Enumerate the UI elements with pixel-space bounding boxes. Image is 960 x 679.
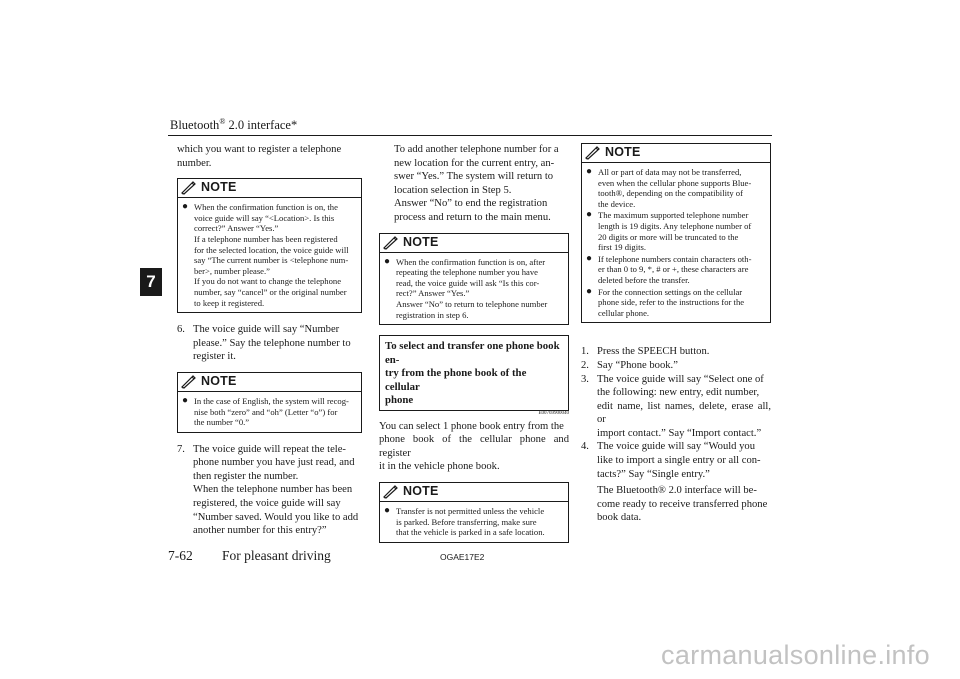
pencil-note-icon bbox=[383, 236, 399, 250]
note-line: length is 19 digits. Any telephone number of bbox=[598, 220, 752, 231]
text-line: Answer “No” to end the registration bbox=[394, 198, 548, 210]
step-number: 1. bbox=[581, 346, 589, 358]
pencil-note-icon bbox=[181, 181, 197, 195]
bullet-icon: ● bbox=[586, 166, 593, 177]
step-item bbox=[581, 359, 771, 373]
step-item bbox=[177, 323, 362, 364]
page-header: Bluetooth® 2.0 interface* bbox=[170, 117, 298, 133]
step-number: 2. bbox=[581, 359, 589, 371]
note-item-text bbox=[598, 167, 764, 209]
page-number: 7-62 bbox=[168, 548, 193, 563]
step-line: The voice guide will repeat the tele- bbox=[193, 443, 346, 455]
note-line: 20 digits or more will be truncated to the bbox=[598, 231, 739, 242]
note-box-english bbox=[177, 372, 362, 433]
add-number-paragraph bbox=[379, 143, 569, 225]
step-line: registered, the voice guide will say bbox=[193, 498, 341, 510]
note-item-text bbox=[598, 254, 764, 286]
note-item bbox=[178, 395, 361, 428]
bullet-icon: ● bbox=[586, 252, 593, 264]
text-line: which you want to register a telephone bbox=[177, 144, 342, 155]
note-line: say “The current number is <telephone num- bbox=[194, 255, 349, 266]
pencil-note-icon bbox=[383, 485, 399, 499]
note-line: Transfer is not permitted unless the vehicle bbox=[396, 506, 545, 516]
chapter-tab: 7 bbox=[140, 268, 162, 296]
note-line: phone side, refer to the instructions for the bbox=[598, 297, 745, 308]
note-title: NOTE bbox=[605, 145, 641, 160]
note-box-transfer bbox=[379, 482, 569, 543]
step-number: 4. bbox=[581, 441, 589, 453]
note-line: The maximum supported telephone number bbox=[598, 210, 749, 221]
note-box-location bbox=[177, 178, 362, 313]
bullet-icon: ● bbox=[182, 201, 189, 213]
step-text bbox=[597, 440, 771, 481]
note-line: the number “0.” bbox=[194, 417, 250, 428]
step-line: please.” Say the telephone number to bbox=[193, 337, 351, 349]
note-line: nise both “zero” and “oh” (Letter “o”) for bbox=[194, 406, 338, 417]
note-line: to keep it registered. bbox=[194, 297, 265, 308]
note-title: NOTE bbox=[201, 374, 237, 389]
note-item-text bbox=[598, 287, 764, 319]
note-line: that the vehicle is parked in a safe location. bbox=[396, 527, 545, 538]
step-number: 7. bbox=[177, 443, 185, 455]
step-item bbox=[177, 443, 362, 538]
text-line: phone book of the cellular phone and register bbox=[379, 434, 569, 459]
note-line: for the selected location, the voice guide will bbox=[194, 244, 349, 255]
text-line: location selection in Step 5. bbox=[394, 184, 512, 196]
footer-code: OGAE17E2 bbox=[440, 552, 485, 562]
note-item bbox=[178, 201, 361, 308]
header-rule bbox=[168, 135, 772, 136]
step-text bbox=[193, 443, 362, 538]
step-line: “Number saved. Would you like to add bbox=[193, 511, 359, 523]
text-line: To add another telephone number for a bbox=[394, 144, 559, 155]
note-item bbox=[380, 505, 568, 538]
pencil-note-icon bbox=[585, 146, 601, 160]
step-text bbox=[597, 373, 771, 441]
note-title: NOTE bbox=[201, 180, 237, 195]
bullet-icon: ● bbox=[586, 209, 593, 221]
note-line: rect?” Answer “Yes.” bbox=[396, 288, 470, 299]
text-line: The Bluetooth® 2.0 interface will be- bbox=[597, 485, 757, 497]
note-wrapper bbox=[581, 143, 771, 323]
text-line: process and return to the main menu. bbox=[394, 211, 551, 223]
note-line: In the case of English, the system will recog- bbox=[194, 395, 349, 406]
note-line: even when the cellular phone supports Blue- bbox=[598, 177, 752, 188]
text-line: it in the vehicle phone book. bbox=[379, 461, 500, 473]
step-line: The voice guide will say “Would you bbox=[597, 441, 756, 453]
note-line: If telephone numbers contain characters oth- bbox=[598, 253, 752, 264]
note-item-text bbox=[396, 506, 562, 538]
note-item bbox=[582, 166, 770, 209]
note-line: read, the voice guide will ask “Is this cor- bbox=[396, 277, 540, 288]
text-line: number. bbox=[177, 157, 212, 169]
step-line: Say “Phone book.” bbox=[597, 359, 678, 371]
note-title: NOTE bbox=[403, 484, 439, 499]
note-line: the device. bbox=[598, 198, 636, 209]
step-line: import contact.” Say “Import contact.” bbox=[597, 427, 762, 439]
step-text bbox=[597, 359, 771, 373]
step-item bbox=[581, 345, 771, 359]
note-line: cellular phone. bbox=[598, 307, 650, 318]
note-header bbox=[380, 234, 568, 253]
note-line: When the confirmation function is on, after bbox=[396, 256, 546, 267]
column-1 bbox=[177, 143, 362, 538]
section-body bbox=[379, 420, 569, 474]
bullet-icon: ● bbox=[182, 394, 189, 406]
note-item-text bbox=[194, 396, 355, 428]
note-line: If a telephone number has been registered bbox=[194, 233, 338, 244]
note-box-transfer-limits bbox=[581, 143, 771, 323]
note-line: Answer “No” to return to telephone number bbox=[396, 298, 548, 309]
spacer bbox=[581, 333, 771, 345]
heading-line: To select and transfer one phone book en- bbox=[385, 340, 560, 366]
note-line: voice guide will say “<Location>. Is this bbox=[194, 212, 335, 223]
note-line: repeating the telephone number you have bbox=[396, 267, 538, 278]
note-line: er than 0 to 9, *, # or +, these characters are bbox=[598, 264, 749, 275]
note-line: first 19 digits. bbox=[598, 242, 646, 253]
step-line: phone number you have just read, and bbox=[193, 457, 355, 469]
note-item bbox=[582, 209, 770, 252]
step-item bbox=[581, 373, 771, 441]
note-header bbox=[178, 179, 361, 198]
step-text bbox=[597, 345, 771, 359]
step-line: like to import a single entry or all con- bbox=[597, 455, 761, 467]
note-line: deleted before the transfer. bbox=[598, 274, 690, 285]
note-header bbox=[582, 144, 770, 163]
note-line: number, say “cancel” or the original number bbox=[194, 286, 347, 297]
step-line: When the telephone number has been bbox=[193, 484, 353, 496]
note-line: correct?” Answer “Yes.” bbox=[194, 223, 279, 234]
heading-line: try from the phone book of the cellular bbox=[385, 367, 527, 393]
section-code: E00769900040 bbox=[538, 410, 569, 416]
column-3 bbox=[581, 143, 771, 525]
step-line: Press the SPEECH button. bbox=[597, 346, 710, 358]
step-number: 6. bbox=[177, 324, 185, 336]
note-line: is parked. Before transferring, make sure bbox=[396, 516, 537, 527]
section-heading bbox=[379, 335, 569, 411]
note-line: All or part of data may not be transferred, bbox=[598, 167, 742, 177]
note-box-confirmation bbox=[379, 233, 569, 326]
step-line: then register the number. bbox=[193, 470, 299, 482]
bullet-icon: ● bbox=[586, 285, 593, 297]
step-line: register it. bbox=[193, 351, 236, 363]
step-item bbox=[581, 440, 771, 481]
note-line: If you do not want to change the telephone bbox=[194, 276, 342, 287]
step-4-continuation bbox=[581, 484, 771, 525]
note-item bbox=[582, 286, 770, 319]
note-line: registration in step 6. bbox=[396, 309, 469, 320]
text-line: come ready to receive transferred phone bbox=[597, 498, 768, 510]
note-item-text bbox=[194, 202, 355, 308]
note-item bbox=[380, 256, 568, 321]
pencil-note-icon bbox=[181, 375, 197, 389]
note-item-text bbox=[598, 210, 764, 252]
step-text bbox=[193, 323, 362, 364]
text-line: You can select 1 phone book entry from the bbox=[379, 420, 564, 432]
note-header bbox=[178, 373, 361, 392]
note-item bbox=[582, 253, 770, 286]
footer-section: For pleasant driving bbox=[222, 548, 331, 563]
step-line: the following: new entry, edit number, bbox=[597, 387, 760, 399]
text-line: new location for the current entry, an- bbox=[394, 157, 555, 169]
note-line: tooth®, depending on the compatibility of bbox=[598, 188, 743, 199]
intro-paragraph bbox=[177, 143, 362, 170]
step-number: 3. bbox=[581, 373, 589, 385]
note-title: NOTE bbox=[403, 234, 439, 249]
step-line: edit name, list names, delete, erase all, or bbox=[597, 400, 771, 426]
note-line: ber>, number please.” bbox=[194, 265, 270, 276]
step-line: another number for this entry?” bbox=[193, 525, 327, 537]
step-line: The voice guide will say “Number bbox=[193, 324, 340, 336]
bullet-icon: ● bbox=[384, 505, 391, 516]
bullet-icon: ● bbox=[384, 255, 391, 267]
heading-line: phone bbox=[385, 394, 414, 407]
note-item-text bbox=[396, 257, 562, 321]
text-line: book data. bbox=[597, 512, 642, 524]
column-2 bbox=[379, 143, 569, 553]
note-line: When the confirmation function is on, the bbox=[194, 202, 338, 213]
watermark: carmanualsonline.info bbox=[661, 640, 930, 670]
note-line: For the connection settings on the cellular bbox=[598, 286, 743, 297]
note-header bbox=[380, 483, 568, 502]
step-line: The voice guide will say “Select one of bbox=[597, 373, 764, 385]
step-line: tacts?” Say “Single entry.” bbox=[597, 468, 710, 480]
text-line: swer “Yes.” The system will return to bbox=[394, 171, 554, 183]
